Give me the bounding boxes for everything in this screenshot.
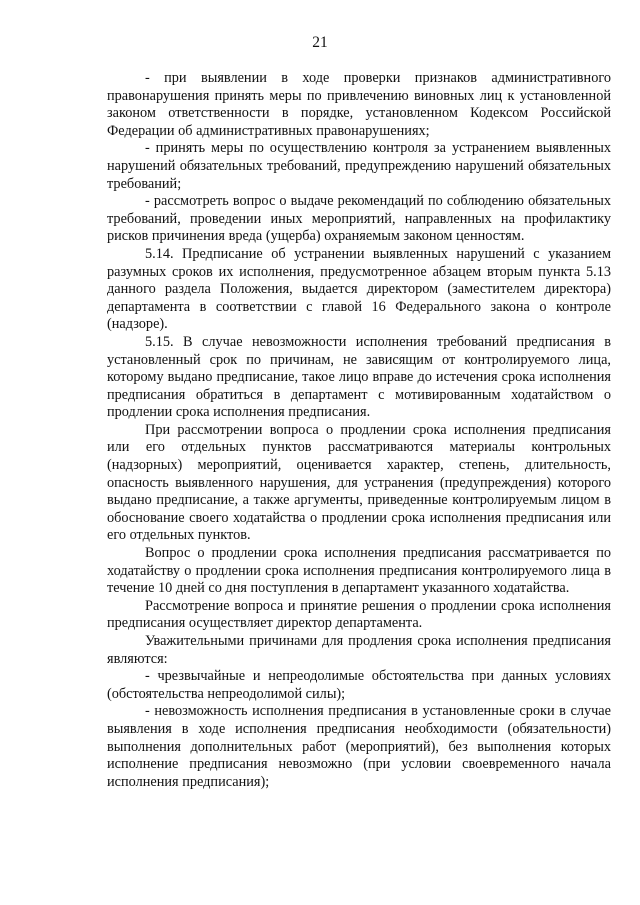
paragraph-control-measures: - принять меры по осуществлению контроля за устранением выявленных нарушений обязательных требований, предупреждению нарушений обязательных требований; [107, 140, 611, 192]
paragraph-valid-reasons: Уважительными причинами для продления срока исполнения предписания являются: [107, 633, 611, 667]
paragraph-recommendations: - рассмотреть вопрос о выдаче рекомендаций по соблюдению обязательных требований, проведении иных мероприятий, направленных на профилактику рисков причинения вреда (ущерба) охраняемым законом ценностям. [107, 193, 611, 245]
paragraph-5-15: 5.15. В случае невозможности исполнения требований предписания в установленный срок по причинам, не зависящим от контролируемого лица, которому выдано предписание, такое лицо вправе до истечения срока исполнения предписания обратиться в департамент с мотивированным ходатайством о продлении срока исполнения предписания. [107, 333, 611, 421]
page-number: 21 [312, 34, 328, 51]
paragraph-extension-term: Вопрос о продлении срока исполнения предписания рассматривается по ходатайству о продлении срока исполнения предписания контролируемого лица в течение 10 дней со дня поступления в департамент указанного ходатайства. [107, 545, 611, 597]
paragraph-5-14: 5.14. Предписание об устранении выявленных нарушений с указанием разумных сроков их исполнения, предусмотренное абзацем вторым пункта 5.13 данного раздела Положения, выдается директором (заместителем директора) департамента в соответствии с главой 16 Федерального закона о контроле (надзоре). [107, 245, 611, 333]
document-body [107, 70, 611, 791]
paragraph-administrative-offense: - при выявлении в ходе проверки признаков административного правонарушения принять меры по привлечению виновных лиц к установленной законом ответственности в порядке, установленном Кодексом Российской Федерации об административных правонарушениях; [107, 70, 611, 139]
paragraph-force-majeure: - чрезвычайные и непреодолимые обстоятельства при данных условиях (обстоятельства непреодолимой силы); [107, 668, 611, 702]
paragraph-extension-review: При рассмотрении вопроса о продлении срока исполнения предписания или его отдельных пунктов рассматриваются материалы контрольных (надзорных) мероприятий, оценивается характер, степень, длительность, опасность выявленного нарушения, для устранения (предупреждения) которого выдано предписание, а также аргументы, приведенные контролируемым лицом в обоснование своего ходатайства о продлении срока исполнения предписания или его отдельных пунктов. [107, 421, 611, 544]
paragraph-additional-works: - невозможность исполнения предписания в установленные сроки в случае выявления в ходе исполнения предписания необходимости (обязательности) выполнения дополнительных работ (мероприятий), без выполнения которых исполнение предписания невозможно (при условии своевременного начала исполнения предписания); [107, 703, 611, 790]
paragraph-decision-maker: Рассмотрение вопроса и принятие решения о продлении срока исполнения предписания осуществляет директор департамента. [107, 597, 611, 632]
